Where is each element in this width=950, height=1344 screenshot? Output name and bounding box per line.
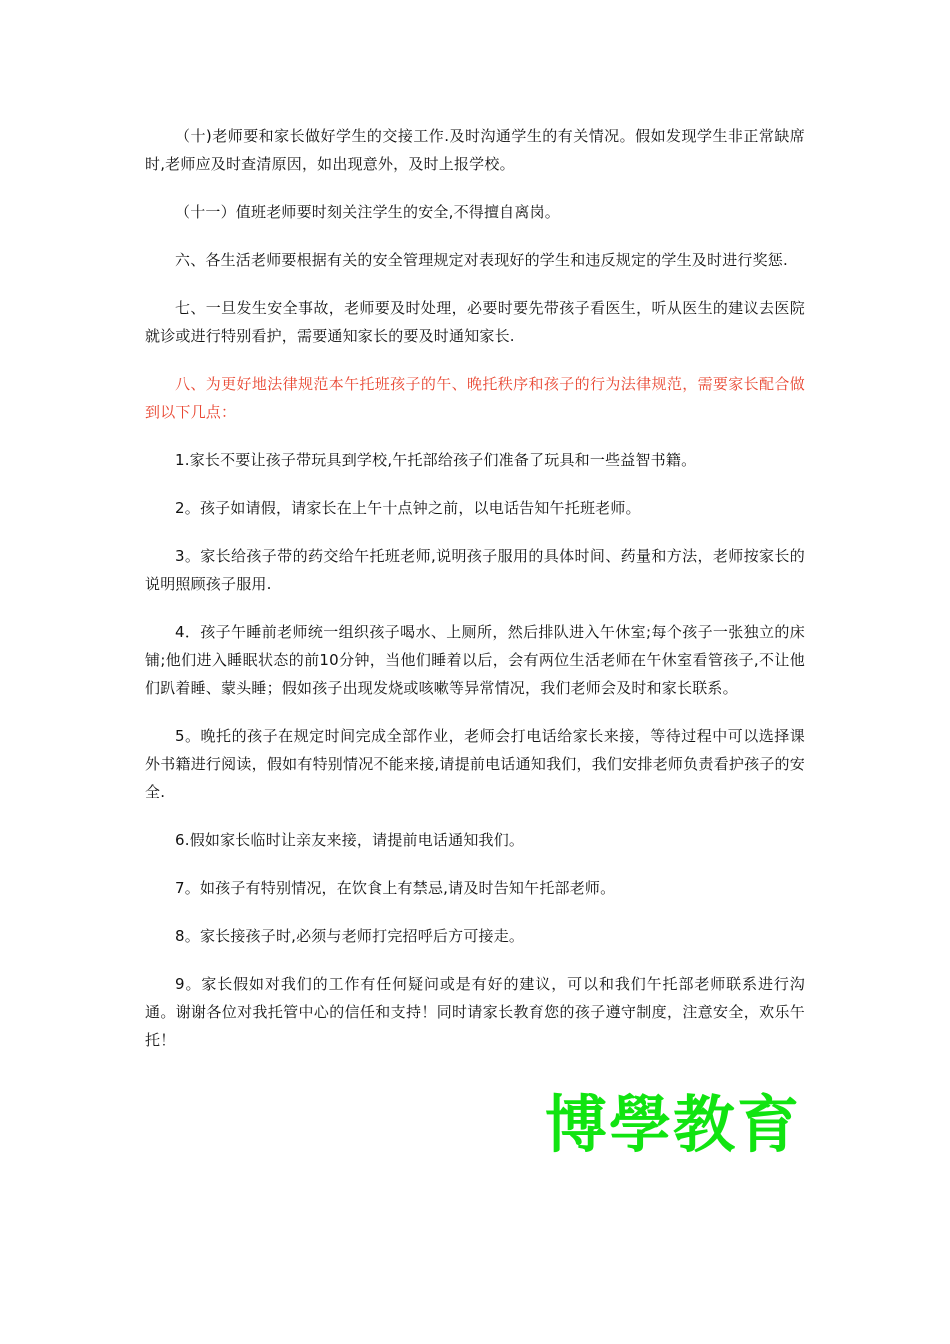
paragraph-rule-4: 4．孩子午睡前老师统一组织孩子喝水、上厕所，然后排队进入午休室;每个孩子一张独立的床铺;他们进入睡眠状态的前10分钟，当他们睡着以后，会有两位生活老师在午休室看管孩子,不让他们趴着睡、蒙头睡；假如孩子出现发烧或咳嗽等异常情况，我们老师会及时和家长联系。	[145, 623, 805, 697]
paragraph-rule-1: 1.家长不要让孩子带玩具到学校,午托部给孩子们准备了玩具和一些益智书籍。	[175, 451, 697, 469]
paragraph-section-6: 六、各生活老师要根据有关的安全管理规定对表现好的学生和违反规定的学生及时进行奖惩.	[175, 251, 788, 269]
brand-logo-text: 博學教育	[545, 1088, 802, 1161]
paragraph-rule-5: 5。晚托的孩子在规定时间完成全部作业，老师会打电话给家长来接，等待过程中可以选择课外书籍进行阅读，假如有特别情况不能来接,请提前电话通知我们，我们安排老师负责看护孩子的安全.	[145, 727, 805, 801]
paragraph-section-7: 七、一旦发生安全事故，老师要及时处理，必要时要先带孩子看医生，听从医生的建议去医院就诊或进行特别看护，需要通知家长的要及时通知家长.	[145, 299, 805, 345]
paragraph-item-10: （十)老师要和家长做好学生的交接工作.及时沟通学生的有关情况。假如发现学生非正常缺席时,老师应及时查清原因，如出现意外，及时上报学校。	[145, 127, 805, 173]
paragraph-rule-2: 2。孩子如请假，请家长在上午十点钟之前，以电话告知午托班老师。	[175, 499, 641, 517]
paragraph-rule-8: 8。家长接孩子时,必须与老师打完招呼后方可接走。	[175, 927, 525, 945]
paragraph-rule-3: 3。家长给孩子带的药交给午托班老师,说明孩子服用的具体时间、药量和方法，老师按家长的说明照顾孩子服用.	[145, 547, 805, 593]
document-body	[145, 122, 805, 1074]
paragraph-section-8-heading: 八、为更好地法律规范本午托班孩子的午、晚托秩序和孩子的行为法律规范，需要家长配合做到以下几点：	[145, 375, 805, 421]
paragraph-item-11: （十一）值班老师要时刻关注学生的安全,不得擅自离岗。	[175, 203, 560, 221]
paragraph-rule-9: 9。家长假如对我们的工作有任何疑问或是有好的建议，可以和我们午托部老师联系进行沟通。谢谢各位对我托管中心的信任和支持！同时请家长教育您的孩子遵守制度，注意安全，欢乐午托！	[145, 975, 805, 1049]
paragraph-rule-6: 6.假如家长临时让亲友来接，请提前电话通知我们。	[175, 831, 525, 849]
paragraph-rule-7: 7。如孩子有特别情况，在饮食上有禁忌,请及时告知午托部老师。	[175, 879, 616, 897]
